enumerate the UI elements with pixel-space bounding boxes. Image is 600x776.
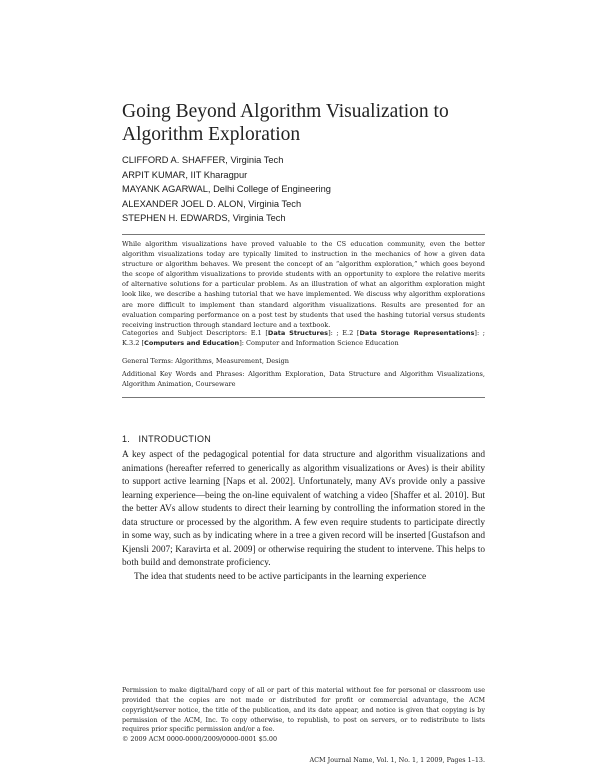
title-line-2: Algorithm Exploration xyxy=(122,124,301,145)
category-term: Data Storage Representations xyxy=(359,329,475,337)
category-term: Data Structures xyxy=(267,329,329,337)
section-heading xyxy=(122,434,211,444)
page-footer: ACM Journal Name, Vol. 1, No. 1, 1 2009, Pages 1–13. xyxy=(309,756,485,764)
categories-sep: ]: ; K.3.2 [ xyxy=(122,329,485,348)
permission-footnote xyxy=(122,686,485,745)
introduction-body xyxy=(122,449,485,584)
abstract-top-rule xyxy=(122,234,485,235)
title-line-1: Going Beyond Algorithm Visualization to xyxy=(122,101,449,122)
categories-sep: ]: ; E.2 [ xyxy=(328,329,360,337)
section-number: 1. xyxy=(122,434,131,444)
keywords: Additional Key Words and Phrases: Algorithm Exploration, Data Structure and Algorithm Visualizations, Algorithm Animation, Courseware xyxy=(122,370,485,389)
copyright-line: © 2009 ACM 0000-0000/2009/0000-0001 $5.00 xyxy=(122,735,278,744)
abstract-bottom-rule xyxy=(122,397,485,398)
author: MAYANK AGARWAL, Delhi College of Engineering xyxy=(122,184,331,195)
author: CLIFFORD A. SHAFFER, Virginia Tech xyxy=(122,155,284,165)
author: STEPHEN H. EDWARDS, Virginia Tech xyxy=(122,213,286,224)
author-list xyxy=(122,153,502,226)
category-term: Computers and Education xyxy=(144,339,240,348)
categories-suffix: ]: Computer and Information Science Education xyxy=(239,339,399,348)
author: ARPIT KUMAR, IIT Kharagpur xyxy=(122,169,248,180)
abstract-text: While algorithm visualizations have proved valuable to the CS education community, even the better algorithm visualizations today are typically limited to instruction in the mechanics of how a given data structure or algorithm behaves. We present the concept of an “algorithm exploration,” which goes beyond the scope of algorithm visualizations to provide students with an opportunity to explore the relative merits of alternative solutions for a particular problem. As an illustration of what an algorithm exploration might look like, we describe a hashing tutorial that we have implemented. We discuss why algorithm explorations are more difficult to implement than standard algorithm visualizations. Results are presented for an evaluation comparing performance on a post test by students that used the hashing tutorial versus students receiving instruction through standard lecture and a textbook. xyxy=(122,240,485,329)
permission-text: Permission to make digital/hard copy of all or part of this material without fee for personal or classroom use provided that the copies are not made or distributed for profit or commercial advantage, the ACM copyright/server notice, the title of the publication, and its date appear, and notice is given that copying is by permission of the ACM, Inc. To copy otherwise, to republish, to post on servers, or to redistribute to lists requires prior specific permission and/or a fee. xyxy=(122,686,485,734)
abstract xyxy=(122,239,485,330)
categories xyxy=(122,328,485,348)
section-title: INTRODUCTION xyxy=(138,434,212,444)
body-paragraph: The idea that students need to be active participants in the learning experience xyxy=(134,571,427,582)
general-terms: General Terms: Algorithms, Measurement, Design xyxy=(122,357,290,365)
paper-title xyxy=(122,100,502,146)
body-paragraph: A key aspect of the pedagogical potential for data structure and algorithm visualizations and animations (hereafter referred to generically as algorithm visualizations or Aves) is their ability to support active learning [Naps et al. 2002]. Unfortunately, many AVs provide only a passive learning experience—being the on-line equivalent of watching a video [Shaffer et al. 2010]. But the better AVs allow students to direct their learning by controlling the information stored in the data structure or processed by the algorithm. A few even require students to participate directly in some way, such as by indicating where in a tree a given record will be inserted [Gustafson and Kjensli 2007; Karavirta et al. 2009] or otherwise requiring the student to intervene. This helps to both build and demonstrate proficiency. xyxy=(122,450,485,568)
author: ALEXANDER JOEL D. ALON, Virginia Tech xyxy=(122,198,302,209)
categories-prefix: Categories and Subject Descriptors: E.1 [ xyxy=(122,329,268,337)
